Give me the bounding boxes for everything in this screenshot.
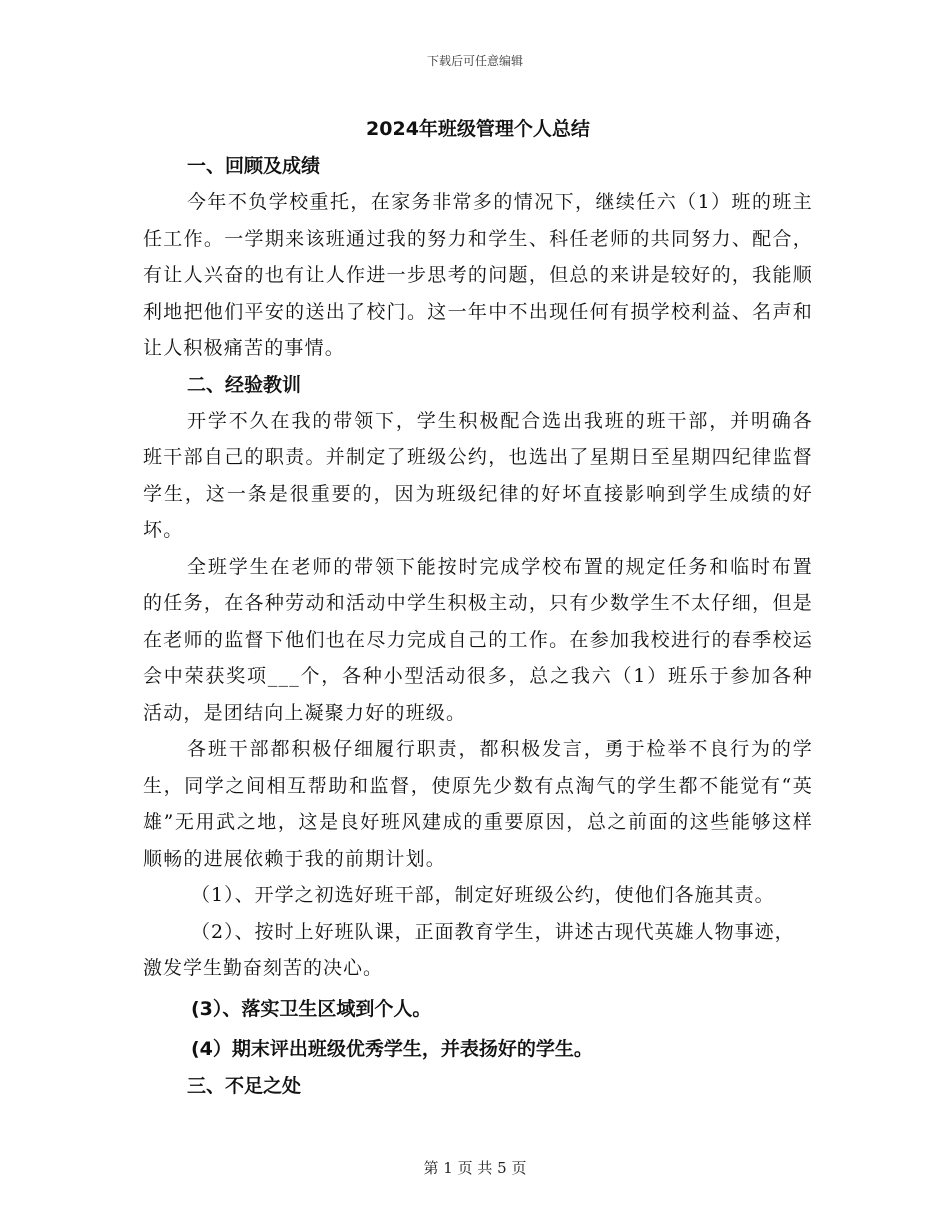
- section-heading-experience: 二、经验教训: [187, 373, 302, 396]
- document-body: [143, 110, 813, 1104]
- section-heading-review: 一、回顾及成绩: [187, 155, 321, 177]
- list-item-3: (3）、落实卫生区域到个人。: [191, 997, 432, 1020]
- list-item-1: （1）、开学之初选好班干部，制定好班级公约，使他们各施其责。: [191, 884, 775, 906]
- document-title: 2024年班级管理个人总结: [366, 118, 590, 140]
- paragraph-experience-1: 开学不久在我的带领下，学生积极配合选出我班的班干部，并明确各班干部自己的职责。并制定了班级公约，也选出了星期日至星期四纪律监督学生，这一条是很重要的，因为班级纪律的好坏直接影响到学生成绩的好坏。: [143, 409, 813, 541]
- page-header-note: 下载后可任意编辑: [426, 54, 523, 68]
- section-heading-shortcomings: 三、不足之处: [187, 1074, 302, 1097]
- paragraph-experience-2: 全班学生在老师的带领下能按时完成学校布置的规定任务和临时布置的任务，在各种劳动和活动中学生积极主动，只有少数学生不太仔细，但是在老师的监督下他们也在尽力完成自己的工作。在参加我校进行的春季校运会中荣获奖项___个，各种小型活动很多，总之我六（1）班乐于参加各种活动，是团结向上凝聚力好的班级。: [143, 555, 813, 724]
- paragraph-experience-3: 各班干部都积极仔细履行职责，都积极发言，勇于检举不良行为的学生，同学之间相互帮助和监督，使原先少数有点淘气的学生都不能觉有“英雄”无用武之地，这是良好班风建成的重要原因，总之前面的这些能够这样顺畅的进展依赖于我的前期计划。: [143, 738, 813, 870]
- list-item-4: (4）期末评出班级优秀学生，并表扬好的学生。: [191, 1038, 593, 1060]
- page-number: 第 1 页 共 5 页: [423, 1159, 527, 1177]
- paragraph-review: 今年不负学校重托，在家务非常多的情况下，继续任六（1）班的班主任工作。一学期来该班通过我的努力和学生、科任老师的共同努力、配合，有让人兴奋的也有让人作进一步思考的问题，但总的来讲是较好的，我能顺利地把他们平安的送出了校门。这一年中不出现任何有损学校利益、名声和让人积极痛苦的事情。: [143, 191, 813, 359]
- list-item-2: （2）、按时上好班队课，正面教育学生，讲述古现代英雄人物事迹，激发学生勤奋刻苦的决心。: [143, 920, 795, 979]
